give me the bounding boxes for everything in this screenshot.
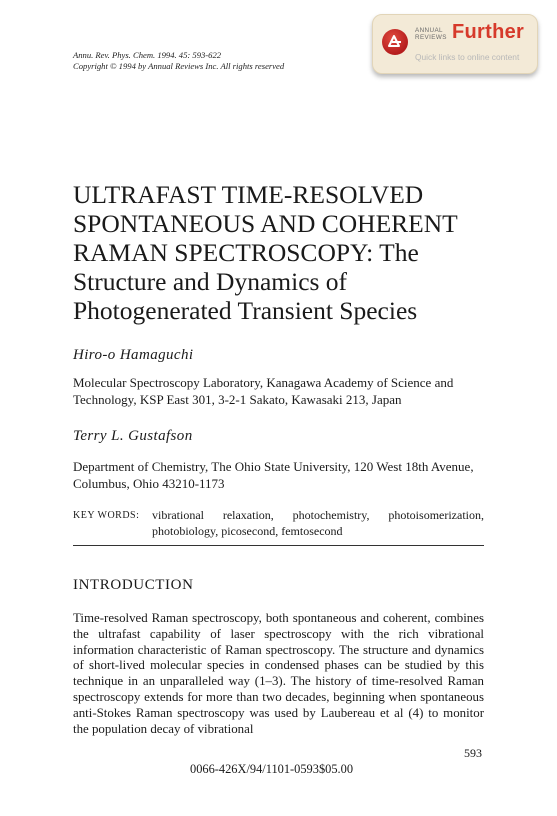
- author-affiliation: Department of Chemistry, The Ohio State University, 120 West 18th Avenue, Columbus, Ohio 43210-1173: [73, 459, 474, 491]
- section-heading: INTRODUCTION: [73, 577, 194, 593]
- section-divider: [73, 545, 484, 546]
- badge-annual-label: ANNUAL: [415, 27, 443, 34]
- body-paragraph: Time-resolved Raman spectroscopy, both spontaneous and coherent, combines the ultrafast capability of laser spectroscopy with the rich vibrational information characteristic of Raman spectroscopy. The structure and dynamics of short-lived molecular species in condensed phases can be studied by this technique in an unparalleled way (1–3). The history of time-resolved Raman spectroscopy extends for more than two decades, beginning when spontaneous anti-Stokes Raman spectroscopy was used by Laubereau et al (4) to monitor the population decay of vibrational: [73, 611, 484, 736]
- article-title: [73, 180, 513, 325]
- author-affiliation: Molecular Spectroscopy Laboratory, Kanagawa Academy of Science and Technology, KSP East 301, 3-2-1 Sakato, Kawasaki 213, Japan: [73, 375, 454, 407]
- title-line: Structure and Dynamics of: [73, 267, 348, 296]
- journal-line: Annu. Rev. Phys. Chem. 1994. 45: 593-622: [73, 50, 222, 60]
- author-name: Terry L. Gustafson: [73, 428, 193, 444]
- page-number: 593: [464, 746, 482, 760]
- keywords-label: KEY WORDS:: [73, 510, 140, 521]
- annual-reviews-logo-icon: [382, 29, 408, 55]
- title-line: ULTRAFAST TIME-RESOLVED: [73, 180, 424, 209]
- author-name: Hiro-o Hamaguchi: [73, 347, 194, 363]
- copyright-line: Copyright © 1994 by Annual Reviews Inc. All rights reserved: [73, 61, 285, 71]
- journal-citation: [73, 50, 284, 72]
- annual-reviews-further-badge[interactable]: [372, 14, 538, 74]
- badge-reviews-label: REVIEWS: [415, 34, 447, 41]
- badge-subtitle[interactable]: Quick links to online content: [415, 52, 520, 62]
- title-line: SPONTANEOUS AND COHERENT: [73, 209, 458, 238]
- badge-further-label[interactable]: Further: [452, 21, 525, 43]
- article-code: 0066-426X/94/1101-0593$05.00: [190, 762, 354, 776]
- keywords-list: vibrational relaxation, photochemistry, photoisomerization, photobiology, picosecond, femtosecond: [152, 508, 484, 538]
- title-line: RAMAN SPECTROSCOPY: The: [73, 238, 419, 267]
- title-line: Photogenerated Transient Species: [73, 296, 418, 325]
- badge-annual-reviews-text: [415, 27, 447, 41]
